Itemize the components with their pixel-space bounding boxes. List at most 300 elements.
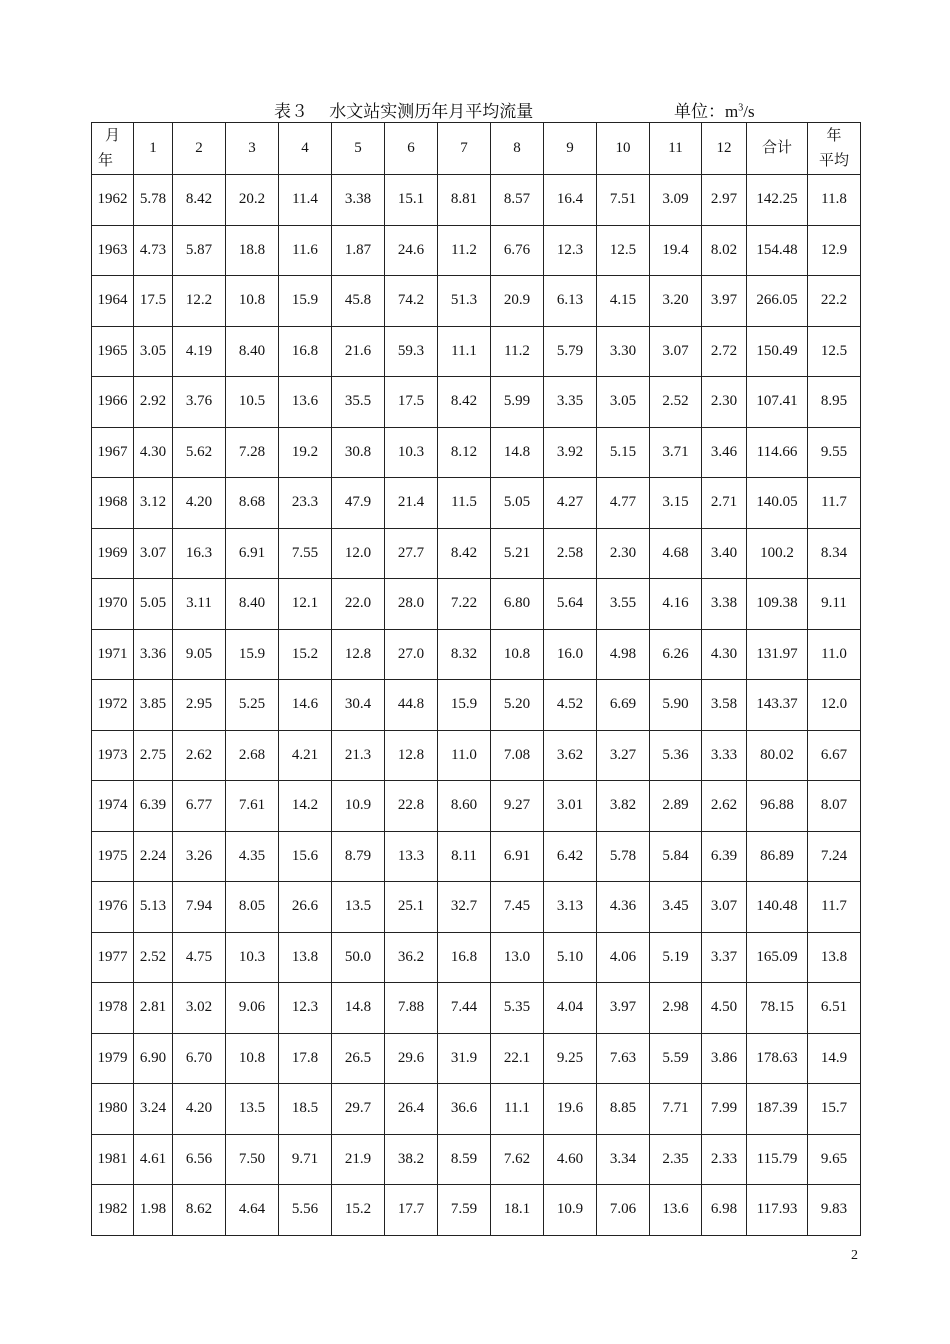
month-value-cell: 12.2 (173, 276, 226, 327)
month-value-cell: 12.8 (332, 629, 385, 680)
month-value-cell: 27.7 (385, 528, 438, 579)
month-value-cell: 2.30 (597, 528, 650, 579)
month-value-cell: 5.87 (173, 225, 226, 276)
total-cell: 266.05 (747, 276, 808, 327)
month-value-cell: 3.38 (702, 579, 747, 630)
header-month: 1 (134, 123, 173, 175)
month-value-cell: 19.4 (650, 225, 702, 276)
month-value-cell: 8.40 (226, 579, 279, 630)
month-value-cell: 13.6 (650, 1185, 702, 1236)
month-value-cell: 7.59 (438, 1185, 491, 1236)
header-month: 3 (226, 123, 279, 175)
table-row (92, 730, 861, 781)
month-value-cell: 21.9 (332, 1134, 385, 1185)
month-value-cell: 4.68 (650, 528, 702, 579)
month-value-cell: 18.1 (491, 1185, 544, 1236)
header-total: 合计 (747, 123, 808, 175)
month-value-cell: 5.62 (173, 427, 226, 478)
month-value-cell: 7.08 (491, 730, 544, 781)
month-value-cell: 10.8 (491, 629, 544, 680)
month-value-cell: 8.40 (226, 326, 279, 377)
month-value-cell: 2.52 (650, 377, 702, 428)
month-value-cell: 8.02 (702, 225, 747, 276)
month-value-cell: 5.19 (650, 932, 702, 983)
month-value-cell: 3.12 (134, 478, 173, 529)
month-value-cell: 13.6 (279, 377, 332, 428)
month-value-cell: 3.86 (702, 1033, 747, 1084)
month-value-cell: 1.98 (134, 1185, 173, 1236)
month-value-cell: 5.21 (491, 528, 544, 579)
year-cell: 1972 (92, 680, 134, 731)
month-value-cell: 7.51 (597, 175, 650, 226)
month-value-cell: 11.0 (438, 730, 491, 781)
table-row (92, 1185, 861, 1236)
month-value-cell: 15.1 (385, 175, 438, 226)
month-value-cell: 3.38 (332, 175, 385, 226)
month-value-cell: 10.5 (226, 377, 279, 428)
month-value-cell: 16.8 (279, 326, 332, 377)
month-value-cell: 13.0 (491, 932, 544, 983)
month-value-cell: 10.9 (544, 1185, 597, 1236)
month-value-cell: 2.30 (702, 377, 747, 428)
table-row (92, 882, 861, 933)
annual-average-cell: 9.11 (808, 579, 861, 630)
month-value-cell: 25.1 (385, 882, 438, 933)
annual-average-cell: 6.67 (808, 730, 861, 781)
table-row (92, 276, 861, 327)
annual-average-cell: 6.51 (808, 983, 861, 1034)
month-value-cell: 3.85 (134, 680, 173, 731)
month-value-cell: 5.25 (226, 680, 279, 731)
month-value-cell: 2.81 (134, 983, 173, 1034)
month-value-cell: 9.71 (279, 1134, 332, 1185)
annual-average-cell: 8.07 (808, 781, 861, 832)
page-number: 2 (851, 1248, 858, 1263)
month-value-cell: 5.20 (491, 680, 544, 731)
month-value-cell: 4.06 (597, 932, 650, 983)
month-value-cell: 22.0 (332, 579, 385, 630)
month-value-cell: 12.1 (279, 579, 332, 630)
month-value-cell: 14.8 (491, 427, 544, 478)
month-value-cell: 4.61 (134, 1134, 173, 1185)
month-value-cell: 3.13 (544, 882, 597, 933)
month-value-cell: 3.35 (544, 377, 597, 428)
month-value-cell: 50.0 (332, 932, 385, 983)
month-value-cell: 10.3 (385, 427, 438, 478)
month-value-cell: 4.98 (597, 629, 650, 680)
month-value-cell: 3.30 (597, 326, 650, 377)
table-body (92, 175, 861, 1236)
month-value-cell: 45.8 (332, 276, 385, 327)
month-value-cell: 5.79 (544, 326, 597, 377)
month-value-cell: 6.69 (597, 680, 650, 731)
month-value-cell: 13.8 (279, 932, 332, 983)
annual-average-cell: 12.9 (808, 225, 861, 276)
month-value-cell: 9.06 (226, 983, 279, 1034)
month-value-cell: 14.2 (279, 781, 332, 832)
month-value-cell: 6.56 (173, 1134, 226, 1185)
total-cell: 107.41 (747, 377, 808, 428)
annual-average-cell: 22.2 (808, 276, 861, 327)
month-value-cell: 3.58 (702, 680, 747, 731)
month-value-cell: 3.11 (173, 579, 226, 630)
table-row (92, 377, 861, 428)
month-value-cell: 29.7 (332, 1084, 385, 1135)
month-value-cell: 28.0 (385, 579, 438, 630)
month-value-cell: 35.5 (332, 377, 385, 428)
table-row (92, 1134, 861, 1185)
month-value-cell: 6.91 (226, 528, 279, 579)
month-value-cell: 3.33 (702, 730, 747, 781)
total-cell: 140.48 (747, 882, 808, 933)
month-value-cell: 30.8 (332, 427, 385, 478)
table-row (92, 1084, 861, 1135)
month-value-cell: 8.62 (173, 1185, 226, 1236)
month-value-cell: 2.33 (702, 1134, 747, 1185)
year-cell: 1974 (92, 781, 134, 832)
month-value-cell: 8.42 (438, 528, 491, 579)
total-cell: 109.38 (747, 579, 808, 630)
month-value-cell: 8.85 (597, 1084, 650, 1135)
month-value-cell: 6.77 (173, 781, 226, 832)
table-row (92, 1033, 861, 1084)
month-value-cell: 4.64 (226, 1185, 279, 1236)
month-value-cell: 13.5 (332, 882, 385, 933)
table-row (92, 831, 861, 882)
month-value-cell: 3.36 (134, 629, 173, 680)
month-value-cell: 4.52 (544, 680, 597, 731)
month-value-cell: 15.9 (226, 629, 279, 680)
header-month: 4 (279, 123, 332, 175)
month-value-cell: 36.6 (438, 1084, 491, 1135)
monthly-flow-table (91, 122, 861, 1236)
month-value-cell: 51.3 (438, 276, 491, 327)
month-value-cell: 8.60 (438, 781, 491, 832)
table-row (92, 781, 861, 832)
table-row (92, 427, 861, 478)
month-value-cell: 3.37 (702, 932, 747, 983)
month-value-cell: 5.13 (134, 882, 173, 933)
year-cell: 1971 (92, 629, 134, 680)
annual-average-cell: 7.24 (808, 831, 861, 882)
header-avg-line1: 年 (826, 127, 842, 144)
month-value-cell: 2.35 (650, 1134, 702, 1185)
month-value-cell: 7.99 (702, 1084, 747, 1135)
month-value-cell: 8.79 (332, 831, 385, 882)
month-value-cell: 17.8 (279, 1033, 332, 1084)
month-value-cell: 12.8 (385, 730, 438, 781)
month-value-cell: 29.6 (385, 1033, 438, 1084)
month-value-cell: 1.87 (332, 225, 385, 276)
month-value-cell: 5.05 (491, 478, 544, 529)
month-value-cell: 20.2 (226, 175, 279, 226)
total-cell: 187.39 (747, 1084, 808, 1135)
month-value-cell: 16.0 (544, 629, 597, 680)
header-corner-cell (92, 123, 134, 175)
month-value-cell: 4.16 (650, 579, 702, 630)
month-value-cell: 2.92 (134, 377, 173, 428)
month-value-cell: 3.46 (702, 427, 747, 478)
month-value-cell: 16.3 (173, 528, 226, 579)
month-value-cell: 17.5 (134, 276, 173, 327)
month-value-cell: 2.72 (702, 326, 747, 377)
year-cell: 1969 (92, 528, 134, 579)
month-value-cell: 21.6 (332, 326, 385, 377)
month-value-cell: 3.20 (650, 276, 702, 327)
total-cell: 150.49 (747, 326, 808, 377)
table-row (92, 983, 861, 1034)
month-value-cell: 6.70 (173, 1033, 226, 1084)
year-cell: 1975 (92, 831, 134, 882)
month-value-cell: 2.62 (173, 730, 226, 781)
month-value-cell: 15.9 (438, 680, 491, 731)
month-value-cell: 15.6 (279, 831, 332, 882)
annual-average-cell: 9.65 (808, 1134, 861, 1185)
month-value-cell: 8.68 (226, 478, 279, 529)
header-month: 9 (544, 123, 597, 175)
month-value-cell: 31.9 (438, 1033, 491, 1084)
month-value-cell: 11.2 (491, 326, 544, 377)
month-value-cell: 22.8 (385, 781, 438, 832)
year-cell: 1982 (92, 1185, 134, 1236)
month-value-cell: 8.59 (438, 1134, 491, 1185)
month-value-cell: 4.20 (173, 1084, 226, 1135)
month-value-cell: 8.57 (491, 175, 544, 226)
annual-average-cell: 8.34 (808, 528, 861, 579)
header-annual-average (808, 123, 861, 175)
unit-label (674, 97, 755, 122)
month-value-cell: 7.22 (438, 579, 491, 630)
month-value-cell: 9.25 (544, 1033, 597, 1084)
month-value-cell: 19.2 (279, 427, 332, 478)
month-value-cell: 13.5 (226, 1084, 279, 1135)
month-value-cell: 23.3 (279, 478, 332, 529)
month-value-cell: 3.82 (597, 781, 650, 832)
month-value-cell: 18.8 (226, 225, 279, 276)
total-cell: 86.89 (747, 831, 808, 882)
month-value-cell: 7.28 (226, 427, 279, 478)
total-cell: 80.02 (747, 730, 808, 781)
month-value-cell: 3.07 (134, 528, 173, 579)
month-value-cell: 5.35 (491, 983, 544, 1034)
month-value-cell: 8.11 (438, 831, 491, 882)
month-value-cell: 5.56 (279, 1185, 332, 1236)
month-value-cell: 16.4 (544, 175, 597, 226)
month-value-cell: 2.89 (650, 781, 702, 832)
month-value-cell: 5.78 (597, 831, 650, 882)
month-value-cell: 3.27 (597, 730, 650, 781)
header-month: 12 (702, 123, 747, 175)
table-row (92, 326, 861, 377)
month-value-cell: 6.39 (702, 831, 747, 882)
year-cell: 1980 (92, 1084, 134, 1135)
month-value-cell: 2.58 (544, 528, 597, 579)
unit-superscript: 3 (738, 102, 744, 114)
month-value-cell: 6.39 (134, 781, 173, 832)
month-value-cell: 6.98 (702, 1185, 747, 1236)
total-cell: 165.09 (747, 932, 808, 983)
month-value-cell: 3.01 (544, 781, 597, 832)
year-cell: 1976 (92, 882, 134, 933)
annual-average-cell: 11.8 (808, 175, 861, 226)
month-value-cell: 15.2 (332, 1185, 385, 1236)
month-value-cell: 3.09 (650, 175, 702, 226)
month-value-cell: 74.2 (385, 276, 438, 327)
month-value-cell: 21.4 (385, 478, 438, 529)
annual-average-cell: 8.95 (808, 377, 861, 428)
total-cell: 117.93 (747, 1185, 808, 1236)
total-cell: 154.48 (747, 225, 808, 276)
month-value-cell: 16.8 (438, 932, 491, 983)
month-value-cell: 4.04 (544, 983, 597, 1034)
month-value-cell: 7.44 (438, 983, 491, 1034)
month-value-cell: 3.05 (134, 326, 173, 377)
month-value-cell: 3.24 (134, 1084, 173, 1135)
month-value-cell: 7.71 (650, 1084, 702, 1135)
month-value-cell: 12.3 (544, 225, 597, 276)
month-value-cell: 7.06 (597, 1185, 650, 1236)
header-month: 6 (385, 123, 438, 175)
month-value-cell: 47.9 (332, 478, 385, 529)
month-value-cell: 26.5 (332, 1033, 385, 1084)
year-cell: 1970 (92, 579, 134, 630)
month-value-cell: 3.62 (544, 730, 597, 781)
table-row (92, 629, 861, 680)
month-value-cell: 44.8 (385, 680, 438, 731)
month-value-cell: 2.97 (702, 175, 747, 226)
month-value-cell: 5.78 (134, 175, 173, 226)
month-value-cell: 5.64 (544, 579, 597, 630)
header-month: 7 (438, 123, 491, 175)
table-row (92, 225, 861, 276)
month-value-cell: 12.0 (332, 528, 385, 579)
month-value-cell: 3.97 (597, 983, 650, 1034)
month-value-cell: 4.20 (173, 478, 226, 529)
month-value-cell: 4.21 (279, 730, 332, 781)
month-value-cell: 11.1 (438, 326, 491, 377)
month-value-cell: 5.15 (597, 427, 650, 478)
month-value-cell: 11.5 (438, 478, 491, 529)
year-cell: 1967 (92, 427, 134, 478)
month-value-cell: 59.3 (385, 326, 438, 377)
month-value-cell: 3.15 (650, 478, 702, 529)
month-value-cell: 10.8 (226, 1033, 279, 1084)
month-value-cell: 3.07 (702, 882, 747, 933)
month-value-cell: 5.36 (650, 730, 702, 781)
month-value-cell: 36.2 (385, 932, 438, 983)
month-value-cell: 7.62 (491, 1134, 544, 1185)
month-value-cell: 5.90 (650, 680, 702, 731)
total-cell: 142.25 (747, 175, 808, 226)
total-cell: 115.79 (747, 1134, 808, 1185)
year-cell: 1973 (92, 730, 134, 781)
month-value-cell: 13.3 (385, 831, 438, 882)
month-value-cell: 12.3 (279, 983, 332, 1034)
month-value-cell: 2.68 (226, 730, 279, 781)
total-cell: 131.97 (747, 629, 808, 680)
total-cell: 178.63 (747, 1033, 808, 1084)
annual-average-cell: 14.9 (808, 1033, 861, 1084)
total-cell: 100.2 (747, 528, 808, 579)
month-value-cell: 3.05 (597, 377, 650, 428)
month-value-cell: 14.6 (279, 680, 332, 731)
total-cell: 78.15 (747, 983, 808, 1034)
month-value-cell: 10.9 (332, 781, 385, 832)
month-value-cell: 18.5 (279, 1084, 332, 1135)
month-value-cell: 4.30 (702, 629, 747, 680)
month-value-cell: 15.9 (279, 276, 332, 327)
month-value-cell: 7.61 (226, 781, 279, 832)
month-value-cell: 6.76 (491, 225, 544, 276)
month-value-cell: 3.97 (702, 276, 747, 327)
month-value-cell: 22.1 (491, 1033, 544, 1084)
year-cell: 1978 (92, 983, 134, 1034)
month-value-cell: 2.95 (173, 680, 226, 731)
month-value-cell: 27.0 (385, 629, 438, 680)
header-month: 5 (332, 123, 385, 175)
header-month: 11 (650, 123, 702, 175)
month-value-cell: 2.52 (134, 932, 173, 983)
month-value-cell: 6.13 (544, 276, 597, 327)
month-value-cell: 7.88 (385, 983, 438, 1034)
header-month: 2 (173, 123, 226, 175)
month-value-cell: 7.63 (597, 1033, 650, 1084)
month-value-cell: 24.6 (385, 225, 438, 276)
month-value-cell: 2.75 (134, 730, 173, 781)
table-row (92, 478, 861, 529)
month-value-cell: 11.4 (279, 175, 332, 226)
month-value-cell: 4.75 (173, 932, 226, 983)
header-row (92, 123, 861, 175)
month-value-cell: 17.5 (385, 377, 438, 428)
unit-text: 单位：m (674, 102, 739, 121)
month-value-cell: 17.7 (385, 1185, 438, 1236)
annual-average-cell: 12.5 (808, 326, 861, 377)
month-value-cell: 5.10 (544, 932, 597, 983)
total-cell: 96.88 (747, 781, 808, 832)
month-value-cell: 2.98 (650, 983, 702, 1034)
month-value-cell: 4.19 (173, 326, 226, 377)
year-cell: 1964 (92, 276, 134, 327)
month-value-cell: 7.50 (226, 1134, 279, 1185)
month-value-cell: 4.35 (226, 831, 279, 882)
month-value-cell: 7.45 (491, 882, 544, 933)
annual-average-cell: 15.7 (808, 1084, 861, 1135)
month-value-cell: 14.8 (332, 983, 385, 1034)
year-cell: 1966 (92, 377, 134, 428)
month-value-cell: 2.71 (702, 478, 747, 529)
month-value-cell: 6.42 (544, 831, 597, 882)
month-value-cell: 8.12 (438, 427, 491, 478)
month-value-cell: 11.1 (491, 1084, 544, 1135)
month-value-cell: 5.99 (491, 377, 544, 428)
year-cell: 1981 (92, 1134, 134, 1185)
month-value-cell: 15.2 (279, 629, 332, 680)
month-value-cell: 7.55 (279, 528, 332, 579)
unit-tail: /s (743, 102, 755, 121)
month-value-cell: 4.15 (597, 276, 650, 327)
month-value-cell: 4.60 (544, 1134, 597, 1185)
month-value-cell: 8.81 (438, 175, 491, 226)
header-avg-line2: 平均 (818, 152, 849, 169)
total-cell: 140.05 (747, 478, 808, 529)
month-value-cell: 8.42 (438, 377, 491, 428)
month-value-cell: 5.59 (650, 1033, 702, 1084)
month-value-cell: 2.24 (134, 831, 173, 882)
month-value-cell: 3.45 (650, 882, 702, 933)
month-value-cell: 12.5 (597, 225, 650, 276)
month-value-cell: 3.76 (173, 377, 226, 428)
